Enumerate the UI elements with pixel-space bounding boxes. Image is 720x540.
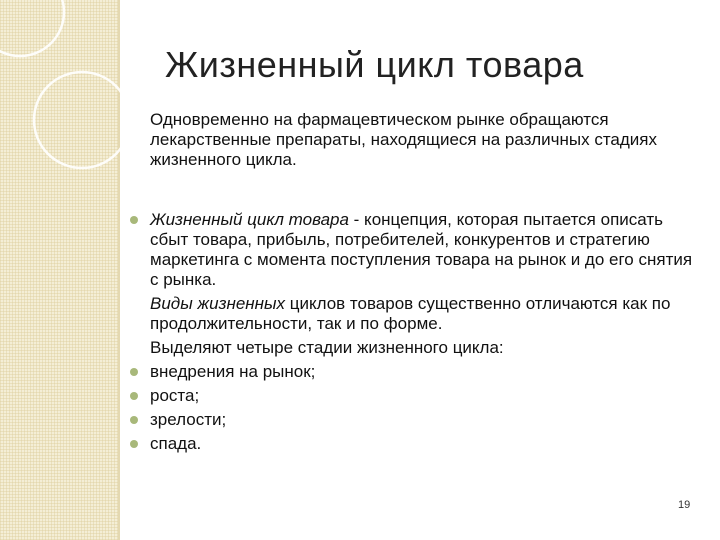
stage-maturity: зрелости; [150, 410, 227, 429]
stage-growth: роста; [150, 386, 200, 405]
list-item [150, 434, 695, 454]
bullet-dot [130, 440, 138, 448]
bullet-dot [130, 392, 138, 400]
decorative-circles [0, 0, 130, 170]
stages-intro: Выделяют четыре стадии жизненного цикла: [150, 338, 504, 357]
list-item [150, 386, 695, 406]
page-number: 19 [678, 499, 691, 511]
bullet-dot [130, 368, 138, 376]
list-item [150, 410, 695, 430]
intro-paragraph: Одновременно на фармацевтическом рынке обращаются лекарственные препараты, находящиеся на различных стадиях жизненного цикла. [150, 110, 657, 169]
bullet-dot [130, 216, 138, 224]
stage-decline: спада. [150, 434, 202, 453]
slide-title: Жизненный цикл товара [165, 44, 584, 85]
list-item [150, 210, 695, 290]
stage-introduction: внедрения на рынок; [150, 362, 316, 381]
list-item [150, 362, 695, 382]
bullet-list [150, 210, 695, 454]
list-paragraph [150, 294, 695, 334]
term-lifecycle-types: Виды жизненных [150, 294, 286, 313]
list-paragraph [150, 338, 695, 358]
bullet-dot [130, 416, 138, 424]
term-lifecycle: Жизненный цикл товара [150, 210, 349, 229]
types-text: циклов товаров существенно отличаются как по продолжительности, так и по форме. [150, 294, 671, 333]
definition-text: - концепция, которая пытается описать сбыт товара, прибыль, потребителей, конкурентов и стратегию маркетинга с момента поступления товара на рынок и до его снятия с рынка. [150, 210, 693, 289]
